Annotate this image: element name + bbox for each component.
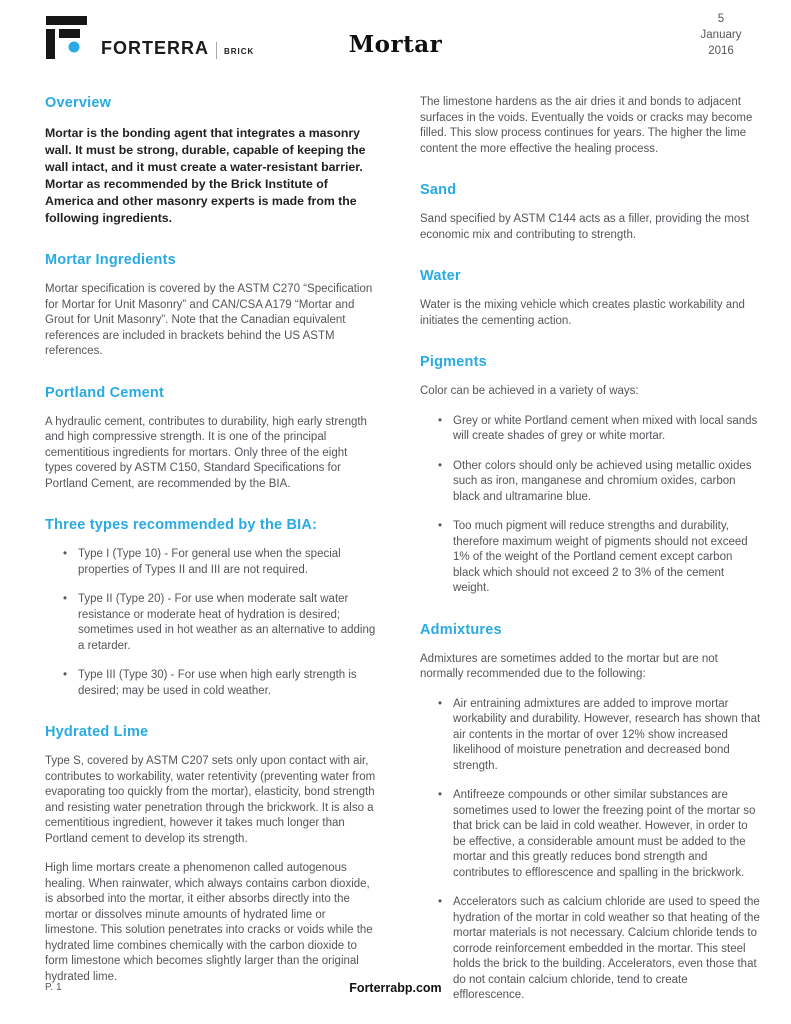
ingredients-paragraph: Mortar specification is covered by the ASTM C270 “Specification for Mortar for Unit Masonry” and CAN/CSA A179 “Mortar and Grout for Unit Masonry”. Note that the Canadian equivalent references are included in brackets behind the US ASTM references.	[45, 283, 373, 357]
limestone-paragraph: The limestone hardens as the air dries it and bonds to adjacent surfaces in the voids. Eventually the voids or cracks may become filled. This slow process continues for years. The higher the lime content the more effective the healing process.	[420, 96, 753, 155]
heading-overview: Overview	[45, 95, 112, 111]
left-column	[45, 88, 377, 1018]
list-item: • Grey or white Portland cement when mixed with local sands will create shades of grey or white mortar.	[420, 414, 762, 445]
right-column	[420, 88, 762, 1018]
heading-admixtures: Admixtures	[420, 621, 502, 638]
brand-sub-label: BRICK	[224, 47, 255, 56]
page-title: Mortar	[348, 31, 443, 58]
heading-water: Water	[420, 268, 461, 284]
admixtures-intro: Admixtures are sometimes added to the mortar but are not normally recommended due to the following:	[420, 652, 718, 680]
date-day: 5	[717, 13, 725, 25]
document-body	[45, 88, 762, 1018]
document-date	[689, 11, 753, 59]
overview-lead-paragraph: Mortar is the bonding agent that integrates a masonry wall. It must be strong, durable, capable of keeping the wall intact, and it must create a water-resistant barrier. Mortar as recommended by the Brick Institute of America and other masonry experts is made from the following ingredients.	[45, 126, 366, 225]
date-year: 2016	[708, 45, 734, 57]
admixtures-list	[420, 697, 762, 1004]
list-item: • Type II (Type 20) - For use when moderate salt water resistance or moderate heat of hydration is desired; sometimes used in hot weather as an alternative to adding a retarder.	[45, 592, 377, 654]
list-item: • Other colors should only be achieved using metallic oxides such as iron, manganese and chromium oxides, carbon black and ultramarine blue.	[420, 459, 762, 506]
list-item: • Air entraining admixtures are added to improve mortar workability and durability. However, research has shown that air contents in the mortar of over 12% show increased likelihood of moisture penetration and decreased bond strength.	[420, 697, 762, 775]
list-item: • Too much pigment will reduce strengths and durability, therefore maximum weight of pigments should not exceed 1% of the weight of the Portland cement except carbon black which should not exceed 2 to 3% of the cement weight.	[420, 519, 762, 597]
list-item: • Accelerators such as calcium chloride are used to speed the hydration of the mortar in cold weather so that heating of the mortar materials is not necessary. Calcium chloride tends to corrode reinforcement embedded in the mortar. This steel holds the brick to the building. Accelerators, even those that do not contain calcium chloride, tend to create efflorescence.	[420, 895, 762, 1004]
brand-name: FORTERRA	[101, 38, 209, 58]
portland-cement-paragraph: A hydraulic cement, contributes to durability, high early strength and high compressive strength. It is one of the principal cementitious ingredients for mortars. Only three of the eight types covered by ASTM C150, Standard Specifications for Portland Cement, are recommended by the BIA.	[45, 415, 367, 490]
heading-sand: Sand	[420, 182, 457, 198]
page-number: P. 1	[45, 982, 62, 993]
list-item: • Type I (Type 10) - For general use when the special properties of Types II and III are not required.	[45, 547, 377, 578]
heading-hydrated-lime: Hydrated Lime	[45, 724, 149, 740]
pigments-list	[420, 414, 762, 597]
heading-mortar-ingredients: Mortar Ingredients	[45, 252, 176, 268]
list-item: • Type III (Type 30) - For use when high early strength is desired; may be used in cold weather.	[45, 668, 377, 699]
pigments-intro: Color can be achieved in a variety of ways:	[420, 385, 639, 397]
hydrated-lime-paragraph-1: Type S, covered by ASTM C207 sets only upon contact with air, contributes to workability, water retentivity (preventing water from evaporating too quickly from the mortar), elasticity, bond strength and resisting water penetration through the brickwork. It is also a cementitious ingredient, however it takes much longer than Portland cement to develop its strength.	[45, 755, 376, 845]
list-item: • Antifreeze compounds or other similar substances are sometimes used to lower the freezing point of the mortar so that brick can be laid in cold weather. However, in order to be effective, a considerable amount must be added to the mortar and this greatly reduces bond strength and contributes to efflorescence and spalling in the brickwork.	[420, 788, 762, 881]
heading-portland-cement: Portland Cement	[45, 384, 165, 401]
footer-website: Forterrabp.com	[349, 981, 442, 995]
date-month: January	[700, 29, 742, 41]
heading-three-types: Three types recommended by the BIA:	[45, 517, 318, 533]
water-paragraph: Water is the mixing vehicle which creates plastic workability and initiates the cementing action.	[420, 299, 745, 327]
three-types-list	[45, 547, 377, 699]
heading-pigments: Pigments	[420, 354, 487, 370]
sand-paragraph: Sand specified by ASTM C144 acts as a filler, providing the most economic mix and contributing to strength.	[420, 213, 750, 241]
hydrated-lime-paragraph-2: High lime mortars create a phenomenon called autogenous healing. When rainwater, which always contains carbon dioxide, is absorbed into the mortar, it either absorbs directly into the mortar or dissolves minute amounts of hydrated lime or limestone. This solution penetrates into cracks or voids while the hydrated lime combines chemically with the carbon dioxide to form limestone which becomes slightly larger than the original hydrated lime.	[45, 862, 373, 983]
